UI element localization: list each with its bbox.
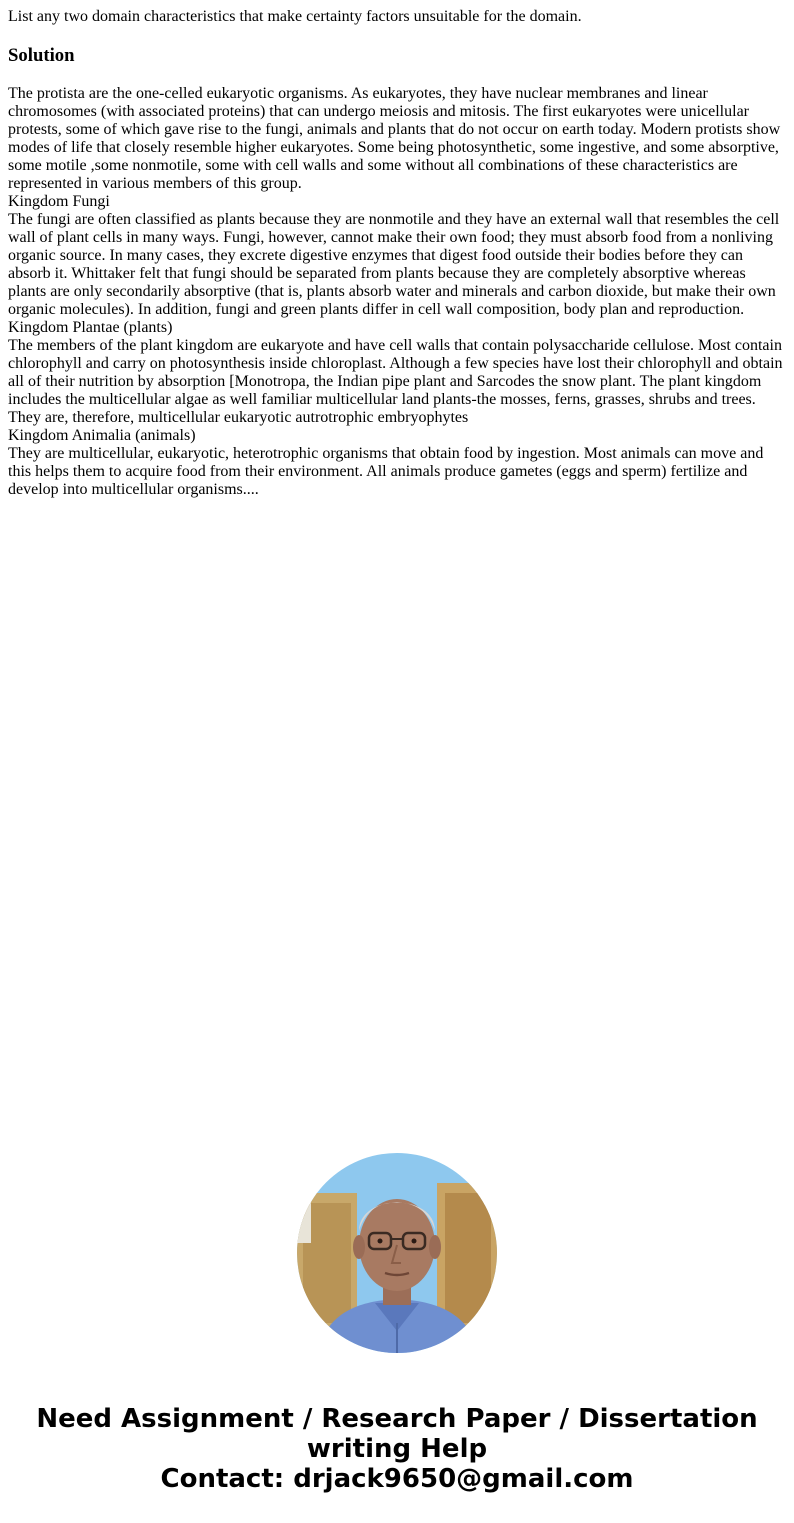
promo-banner [0, 1404, 794, 1494]
promo-line-1: Need Assignment / Research Paper / Dissertation [36, 1404, 758, 1434]
document-body [8, 8, 786, 499]
paragraph-protista: The protista are the one-celled eukaryotic organisms. As eukaryotes, they have nuclear membranes and linear chromosomes (with associated proteins) that can undergo meiosis and mitosis. The first eukaryotes were unicellular protests, some of which gave rise to the fungi, animals and plants that do not occur on earth today. Modern protists show modes of life that closely resemble higher eukaryotes. Some being photosynthetic, some ingestive, and some absorptive, some motile ,some nonmotile, some with cell walls and some without all combinations of these characteristics are represented in various members of this group. [8, 85, 781, 192]
paragraph-animalia: They are multicellular, eukaryotic, heterotrophic organisms that obtain food by ingestion. Most animals can move and this helps them to acquire food from their environment. All animals produce gametes (eggs and sperm) fertilize and develop into multicellular organisms.... [8, 445, 764, 498]
author-avatar [297, 1153, 497, 1353]
paragraph-plantae: The members of the plant kingdom are eukaryote and have cell walls that contain polysaccharide cellulose. Most contain chlorophyll and carry on photosynthesis inside chloroplast. Although a few species have lost their chlorophyll and obtain all of their nutrition by absorption [Monotropa, the Indian pipe plant and Sarcodes the snow plant. The plant kingdom includes the multicellular algae as well familiar multicellular land plants-the mosses, ferns, grasses, shrubs and trees. They are, therefore, multicellular eukaryotic autrotrophic embryophytes [8, 337, 783, 426]
heading-kingdom-plantae: Kingdom Plantae (plants) [8, 319, 173, 336]
solution-heading: Solution [8, 45, 75, 66]
heading-kingdom-animalia: Kingdom Animalia (animals) [8, 427, 196, 444]
heading-kingdom-fungi: Kingdom Fungi [8, 193, 110, 210]
author-portrait-icon [297, 1153, 497, 1353]
question-text: List any two domain characteristics that make certainty factors unsuitable for the domain. [8, 8, 582, 25]
paragraph-fungi: The fungi are often classified as plants because they are nonmotile and they have an external wall that resembles the cell wall of plant cells in many ways. Fungi, however, cannot make their own food; they must absorb food from a nonliving organic source. In many cases, they excrete digestive enzymes that digest food outside their bodies before they can absorb it. Whittaker felt that fungi should be separated from plants because they are completely absorptive whereas plants are only secondarily absorptive (that is, plants absorb water and minerals and carbon dioxide, but make their own organic molecules). In addition, fungi and green plants differ in cell wall composition, body plan and reproduction. [8, 211, 780, 318]
promo-contact: Contact: drjack9650@gmail.com [160, 1464, 634, 1494]
promo-line-2: writing Help [306, 1434, 488, 1464]
